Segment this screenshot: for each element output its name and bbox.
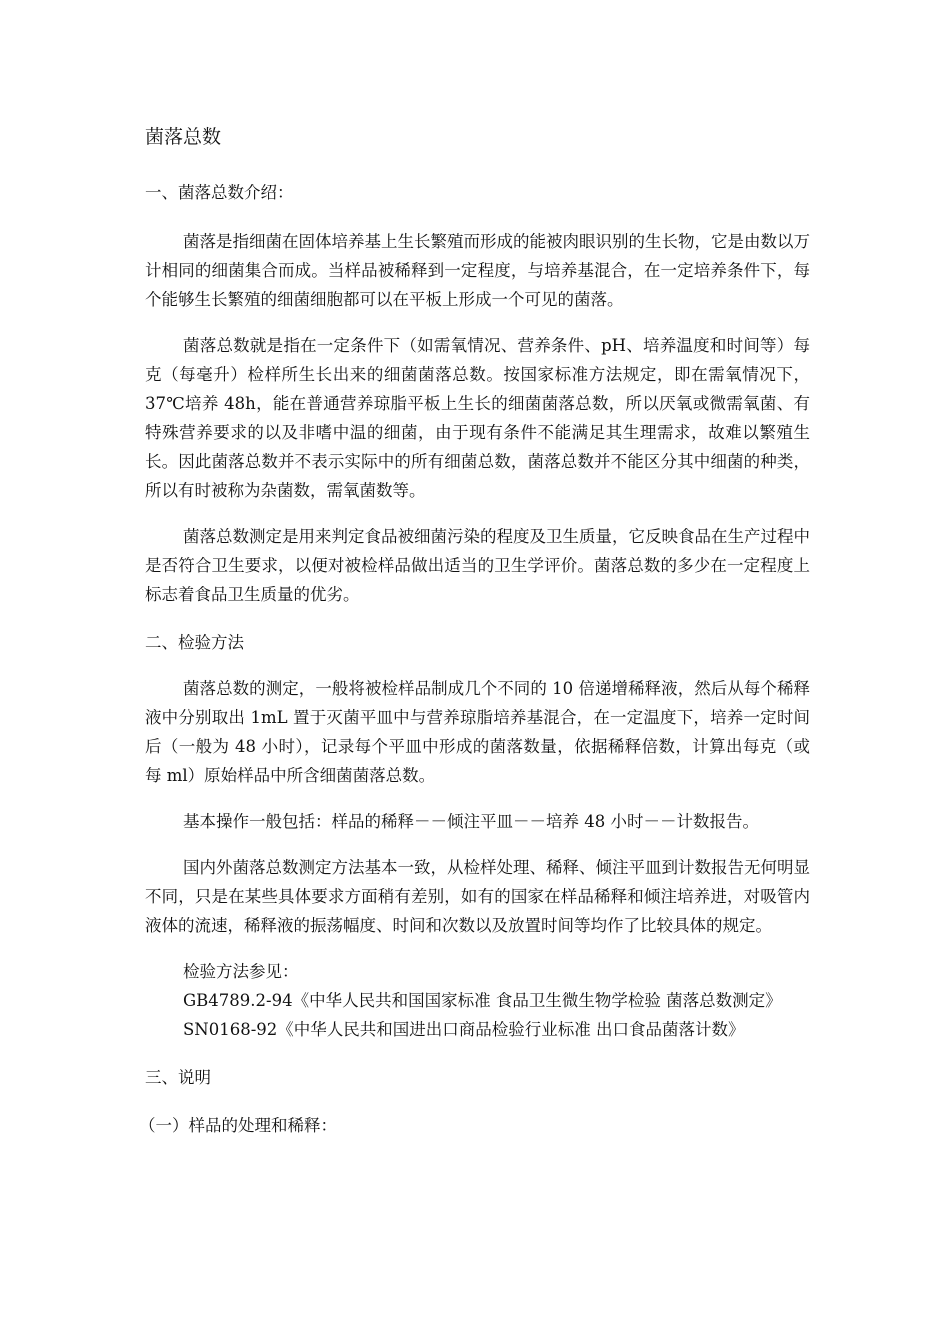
paragraph-total-count-definition: 菌落总数就是指在一定条件下（如需氧情况、营养条件、pH、培养温度和时间等）每克（每毫升）检样所生长出来的细菌菌落总数。按国家标准方法规定，即在需氧情况下，37℃培养 48h，能在普通营养琼脂平板上生长的细菌菌落总数，所以厌氧或微需氧菌、有特殊营养要求的以及非嗜中温的细菌，由于现有条件不能满足其生理需求，故难以繁殖生长。因此菌落总数并不表示实际中的所有细菌总数，菌落总数并不能区分其中细菌的种类，所以有时被称为杂菌数，需氧菌数等。 [145, 336, 810, 500]
references-label: 检验方法参见： [183, 962, 299, 981]
section-heading-notes: 三、说明 [145, 1068, 211, 1087]
paragraph-basic-operation: 基本操作一般包括：样品的稀释－－倾注平皿－－培养 48 小时－－计数报告。 [183, 812, 759, 831]
document-page [139, 120, 810, 1143]
paragraph-colony-definition: 菌落是指细菌在固体培养基上生长繁殖而形成的能被肉眼识别的生长物，它是由数以万计相同的细菌集合而成。当样品被稀释到一定程度，与培养基混合，在一定培养条件下，每个能够生长繁殖的细菌细胞都可以在平板上形成一个可见的菌落。 [145, 232, 810, 309]
subsection-heading-sample-processing: （一）样品的处理和稀释： [139, 1116, 337, 1135]
reference-sn0168: SN0168-92《中华人民共和国进出口商品检验行业标准 出口食品菌落计数》 [183, 1020, 745, 1039]
paragraph-purpose: 菌落总数测定是用来判定食品被细菌污染的程度及卫生质量，它反映食品在生产过程中是否符合卫生要求，以便对被检样品做出适当的卫生学评价。菌落总数的多少在一定程度上标志着食品卫生质量的优劣。 [145, 527, 810, 604]
reference-gb4789: GB4789.2-94《中华人民共和国国家标准 食品卫生微生物学检验 菌落总数测定》 [183, 991, 782, 1010]
paragraph-method-description: 菌落总数的测定，一般将被检样品制成几个不同的 10 倍递增稀释液，然后从每个稀释液中分别取出 1mL 置于灭菌平皿中与营养琼脂培养基混合，在一定温度下，培养一定时间后（一般为 48 小时），记录每个平皿中形成的菌落数量，依据稀释倍数，计算出每克（或每 ml）原始样品中所含细菌菌落总数。 [145, 679, 810, 785]
section-heading-method: 二、检验方法 [145, 633, 244, 652]
section-heading-intro: 一、菌落总数介绍： [145, 183, 294, 202]
references-block [145, 957, 810, 1044]
paragraph-international-methods: 国内外菌落总数测定方法基本一致，从检样处理、稀释、倾注平皿到计数报告无何明显不同，只是在某些具体要求方面稍有差别，如有的国家在样品稀释和倾注培养进，对吸管内液体的流速，稀释液的振荡幅度、时间和次数以及放置时间等均作了比较具体的规定。 [145, 858, 810, 935]
document-title: 菌落总数 [145, 126, 222, 148]
